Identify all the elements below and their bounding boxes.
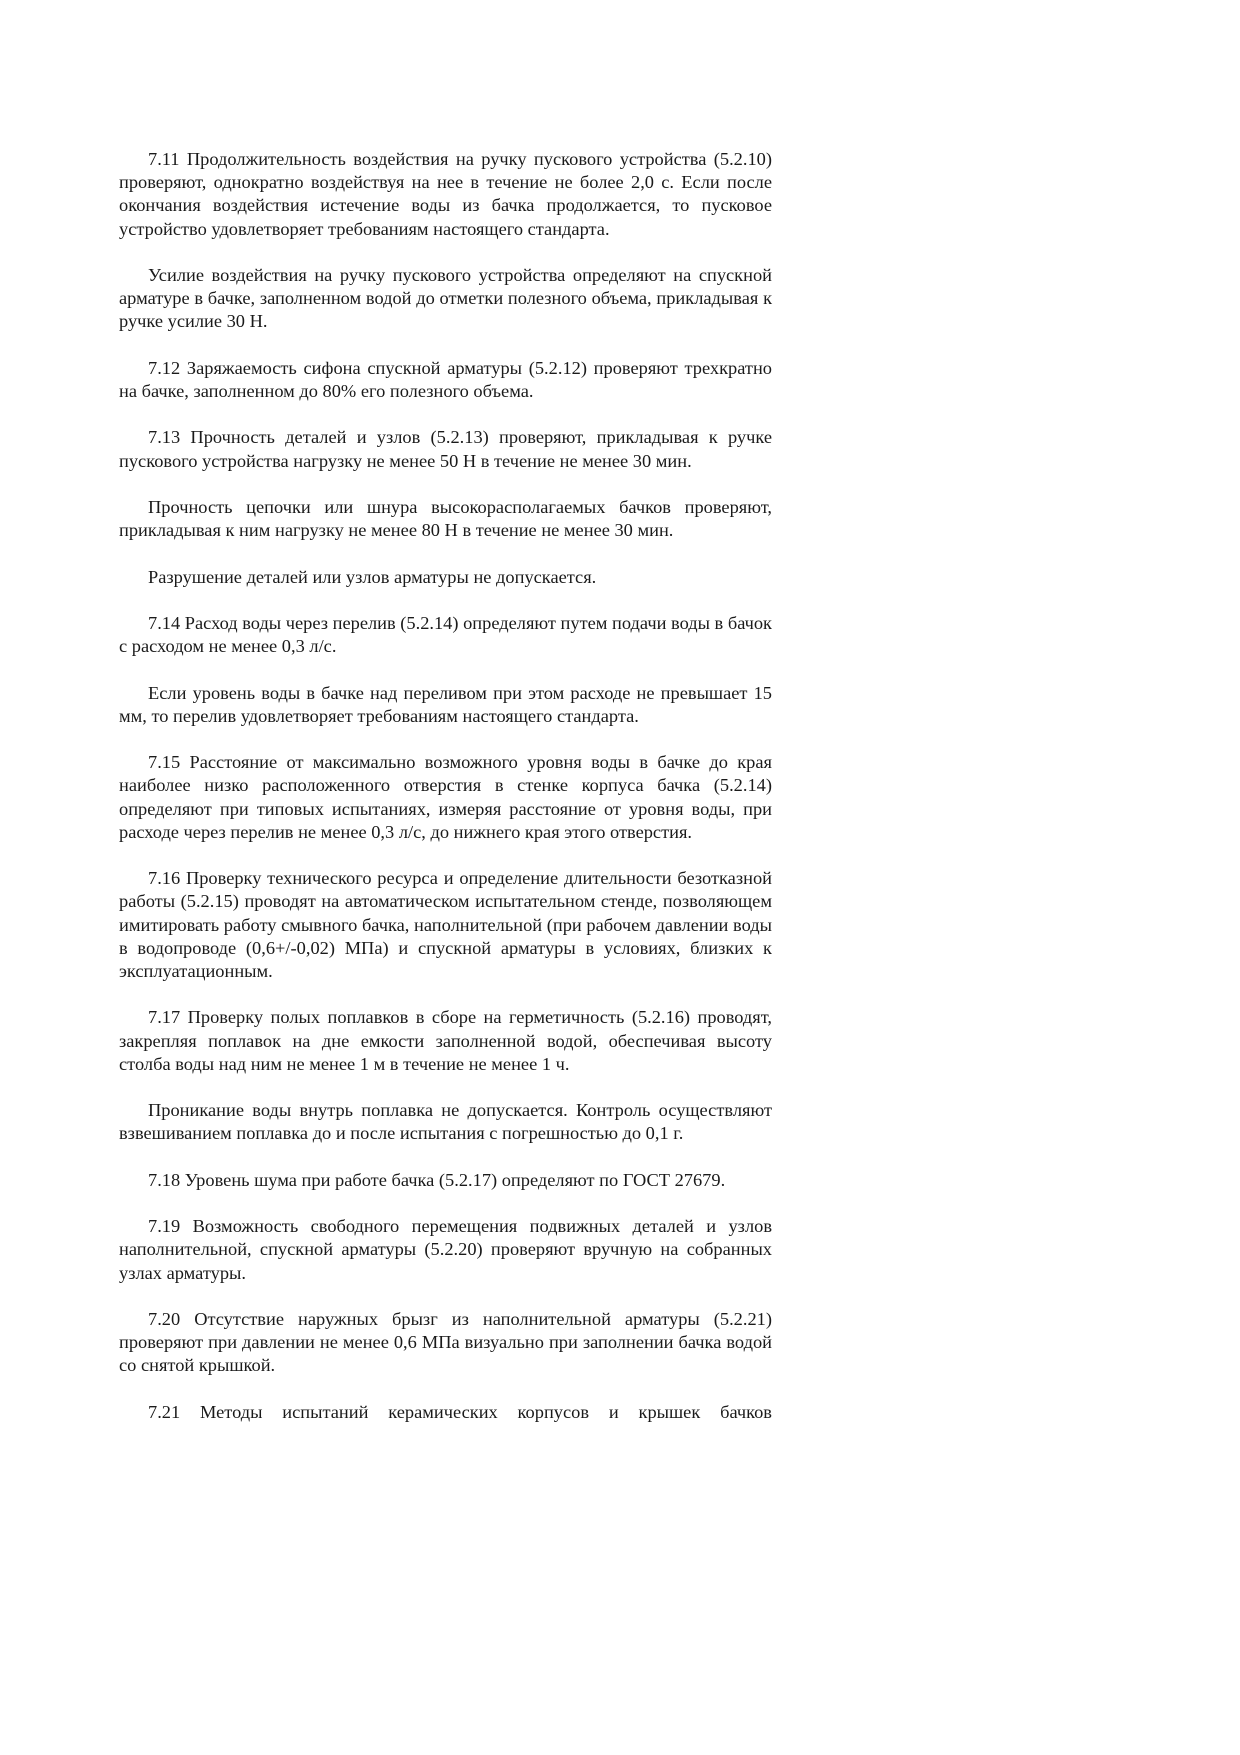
paragraph-7-15: 7.15 Расстояние от максимально возможного уровня воды в бачке до края наиболее низко расположенного отверстия в стенке корпуса бачка (5.2.14) определяют при типовых испытаниях, измеряя расстояние от уровня воды, при расходе через перелив не менее 0,3 л/с, до нижнего края этого отверстия.	[119, 752, 772, 842]
paragraph-7-13: 7.13 Прочность деталей и узлов (5.2.13) проверяют, прикладывая к ручке пускового устройства нагрузку не менее 50 Н в течение не менее 30 мин.	[119, 427, 772, 471]
paragraph-7-14-level: Если уровень воды в бачке над переливом при этом расходе не превышает 15 мм, то перелив удовлетворяет требованиям настоящего стандарта.	[119, 682, 772, 726]
paragraph-7-19: 7.19 Возможность свободного перемещения подвижных деталей и узлов наполнительной, спускной арматуры (5.2.20) проверяют вручную на собранных узлах арматуры.	[119, 1216, 772, 1283]
paragraph-7-14: 7.14 Расход воды через перелив (5.2.14) определяют путем подачи воды в бачок с расходом не менее 0,3 л/с.	[119, 612, 772, 657]
document-page	[119, 148, 772, 1424]
paragraph-7-16: 7.16 Проверку технического ресурса и определение длительности безотказной работы (5.2.15) проводят на автоматическом испытательном стенде, позволяющем имитировать работу смывного бачка, наполнительной (при рабочем давлении воды в водопроводе (0,6+/-0,02) МПа) и спускной арматуры в условиях, близких к эксплуатационным.	[119, 868, 772, 981]
paragraph-7-13-failure: Разрушение деталей или узлов арматуры не допускается.	[148, 566, 597, 587]
paragraph-7-12: 7.12 Заряжаемость сифона спускной арматуры (5.2.12) проверяют трехкратно на бачке, заполненном до 80% его полезного объема.	[119, 357, 772, 401]
paragraph-7-11: 7.11 Продолжительность воздействия на ручку пускового устройства (5.2.10) проверяют, однократно воздействуя на нее в течение не более 2,0 с. Если после окончания воздействия истечение воды из бачка продолжается, то пусковое устройство удовлетворяет требованиям настоящего стандарта.	[119, 149, 772, 239]
paragraph-7-17: 7.17 Проверку полых поплавков в сборе на герметичность (5.2.16) проводят, закрепляя поплавок на дне емкости заполненной водой, обеспечивая высоту столба воды над ним не менее 1 м в течение не менее 1 ч.	[119, 1007, 772, 1074]
paragraph-7-17-leak: Проникание воды внутрь поплавка не допускается. Контроль осуществляют взвешиванием поплавка до и после испытания с погрешностью до 0,1 г.	[119, 1100, 772, 1144]
paragraph-7-13-chain: Прочность цепочки или шнура высокорасполагаемых бачков проверяют, прикладывая к ним нагрузку не менее 80 Н в течение не менее 30 мин.	[119, 496, 772, 541]
paragraph-7-18: 7.18 Уровень шума при работе бачка (5.2.17) определяют по ГОСТ 27679.	[148, 1169, 726, 1190]
paragraph-7-21: 7.21 Методы испытаний керамических корпусов и крышек бачков	[148, 1401, 772, 1422]
paragraph-7-11-force: Усилие воздействия на ручку пускового устройства определяют на спускной арматуре в бачке, заполненном водой до отметки полезного объема, прикладывая к ручке усилие 30 Н.	[119, 265, 772, 332]
paragraph-7-20: 7.20 Отсутствие наружных брызг из наполнительной арматуры (5.2.21) проверяют при давлении не менее 0,6 МПа визуально при заполнении бачка водой со снятой крышкой.	[119, 1308, 772, 1376]
